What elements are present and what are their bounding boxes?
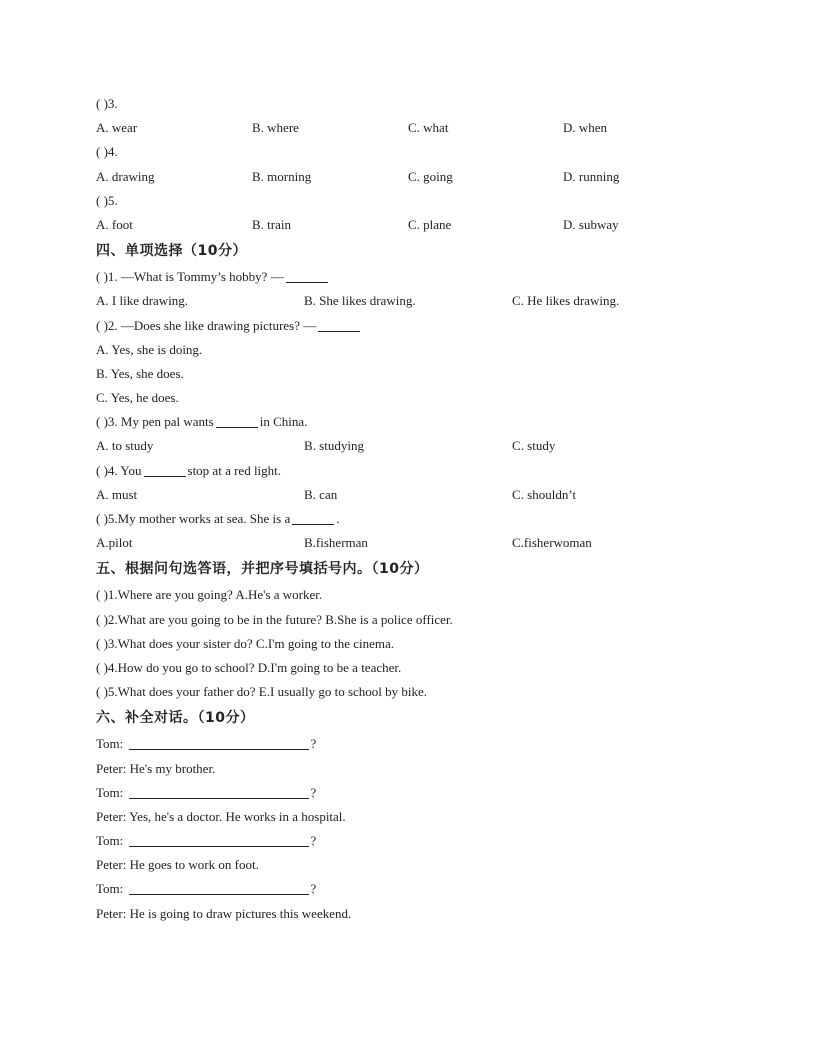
options-s3-3 — [96, 116, 736, 140]
question-stem-end: . — [336, 511, 340, 526]
answer-blank[interactable] — [129, 880, 309, 895]
option-c: C. what — [408, 120, 449, 136]
option-a: A.pilot — [96, 535, 133, 551]
match-item-4: ( )4.How do you go to school? D.I'm going to be a teacher. — [96, 659, 402, 675]
option-b: B. morning — [252, 168, 312, 184]
worksheet-page — [96, 92, 736, 926]
dialogue-peter-1: Peter: He's my brother. — [96, 760, 216, 776]
dialogue-peter-2: Peter: Yes, he's a doctor. He works in a hospital. — [96, 808, 346, 824]
question-mark: ? — [310, 881, 317, 897]
question-stem: ( )1. —What is Tommy’s hobby? — — [96, 269, 284, 285]
dialogue-tom-4 — [96, 877, 736, 901]
option-b: B.fisherman — [304, 535, 368, 551]
answer-blank[interactable] — [286, 268, 328, 283]
dialogue-tom-3 — [96, 829, 736, 853]
question-stem: ( )3. My pen pal wants — [96, 414, 214, 430]
dialogue-peter-3: Peter: He goes to work on foot. — [96, 857, 259, 873]
speaker-tom: Tom: — [96, 881, 124, 897]
question-s4-3 — [96, 410, 736, 434]
question-stem-end: in China. — [259, 414, 308, 430]
answer-blank[interactable] — [144, 462, 186, 477]
dialogue-tom-2 — [96, 781, 736, 805]
section4-title: 四、单项选择（10分） — [96, 243, 247, 260]
options-s4-4 — [96, 483, 736, 507]
option-d: D. when — [563, 120, 608, 136]
options-s3-5 — [96, 213, 736, 237]
answer-blank[interactable] — [129, 784, 309, 799]
answer-blank[interactable] — [129, 735, 309, 750]
match-item-2: ( )2.What are you going to be in the future? B.She is a police officer. — [96, 611, 453, 627]
options-s4-5 — [96, 531, 736, 555]
section5-title: 五、根据问句选答语，并把序号填括号内。（10分） — [96, 561, 429, 578]
option-b: B. studying — [304, 438, 364, 454]
option-b: B. Yes, she does. — [96, 365, 184, 381]
speaker-tom: Tom: — [96, 784, 124, 800]
option-a: A. foot — [96, 216, 133, 232]
option-d: D. running — [563, 168, 620, 184]
options-s4-1 — [96, 289, 736, 313]
option-c: C. study — [512, 438, 556, 454]
answer-blank[interactable] — [216, 413, 258, 428]
speaker-tom: Tom: — [96, 736, 124, 752]
question-s4-4 — [96, 459, 736, 483]
option-a: A. must — [96, 486, 138, 502]
question-stem-end: stop at a red light. — [187, 462, 282, 478]
option-c: C. shouldn’t — [512, 486, 577, 502]
question-s3-5: ( )5. — [96, 192, 118, 208]
option-c: C.fisherwoman — [512, 535, 592, 551]
option-b: B. where — [252, 120, 299, 136]
question-stem: ( )2. —Does she like drawing pictures? — — [96, 317, 317, 333]
speaker-tom: Tom: — [96, 833, 124, 849]
option-c: C. Yes, he does. — [96, 390, 179, 406]
question-s4-1 — [96, 265, 736, 289]
option-a: A. drawing — [96, 168, 155, 184]
option-c: C. plane — [408, 216, 452, 232]
question-mark: ? — [310, 736, 317, 752]
question-mark: ? — [310, 833, 317, 849]
question-mark: ? — [310, 784, 317, 800]
question-s3-4: ( )4. — [96, 144, 118, 160]
match-item-3: ( )3.What does your sister do? C.I'm going to the cinema. — [96, 635, 395, 651]
answer-blank[interactable] — [318, 317, 360, 332]
option-b: B. She likes drawing. — [304, 293, 416, 309]
option-c: C. going — [408, 168, 453, 184]
question-s3-3: ( )3. — [96, 96, 118, 111]
option-a: A. wear — [96, 120, 138, 136]
question-s4-5 — [96, 507, 736, 531]
option-a: A. to study — [96, 438, 154, 454]
option-d: D. subway — [563, 216, 619, 232]
answer-blank[interactable] — [292, 510, 334, 525]
question-stem: ( )4. You — [96, 462, 142, 478]
answer-blank[interactable] — [129, 832, 309, 847]
dialogue-peter-4: Peter: He is going to draw pictures this weekend. — [96, 905, 352, 921]
section6-title: 六、补全对话。（10分） — [96, 710, 255, 727]
options-s4-3 — [96, 434, 736, 458]
option-b: B. can — [304, 486, 338, 502]
match-item-1: ( )1.Where are you going? A.He's a worker. — [96, 587, 323, 603]
dialogue-tom-1 — [96, 732, 736, 756]
options-s3-4 — [96, 165, 736, 189]
question-s4-2 — [96, 314, 736, 338]
question-stem: ( )5.My mother works at sea. She is a — [96, 511, 291, 526]
option-a: A. I like drawing. — [96, 293, 189, 309]
option-c: C. He likes drawing. — [512, 293, 620, 309]
option-a: A. Yes, she is doing. — [96, 341, 203, 357]
match-item-5: ( )5.What does your father do? E.I usually go to school by bike. — [96, 684, 428, 700]
option-b: B. train — [252, 216, 291, 232]
